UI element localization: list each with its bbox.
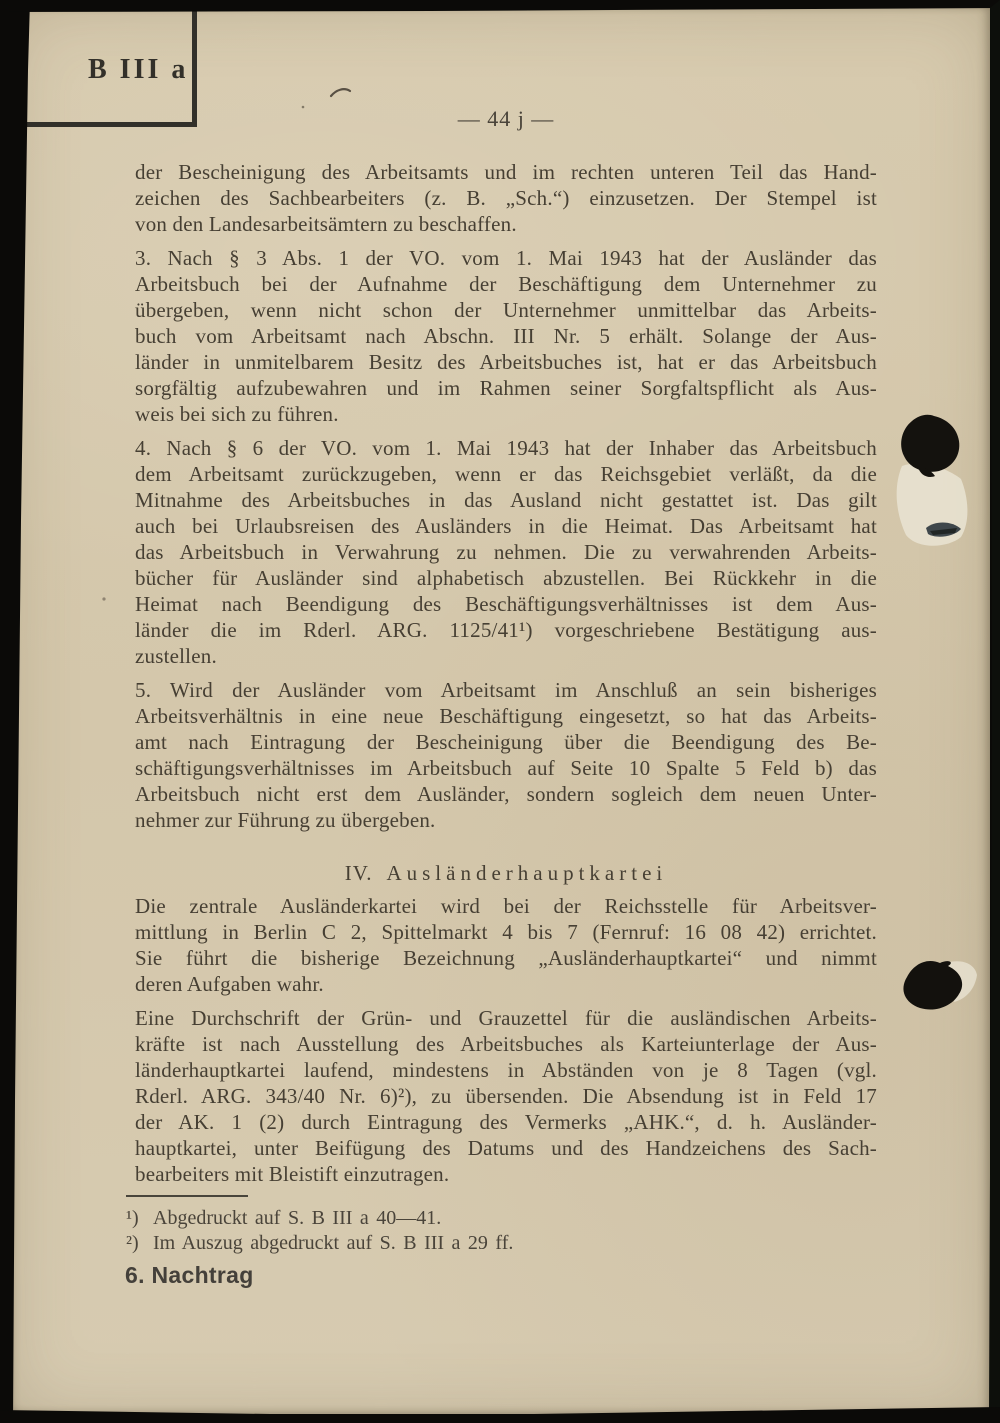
section-heading-number: IV. bbox=[344, 861, 373, 885]
text-line: deren Aufgaben wahr. bbox=[135, 972, 324, 996]
text-line: 4. Nach § 6 der VO. vom 1. Mai 1943 hat der Inhaber das Arbeitsbuch bbox=[135, 436, 877, 460]
text-line: dem Arbeitsamt zurückzugeben, wenn er das Reichsgebiet verläßt, da die bbox=[135, 462, 877, 486]
footnote-text: Im Auszug abgedruckt auf S. B III a 29 ff. bbox=[153, 1232, 514, 1254]
paper-sheet bbox=[10, 6, 990, 1414]
text-line: auch bei Urlaubsreisen des Ausländers in die Heimat. Das Arbeitsamt hat bbox=[135, 514, 877, 538]
text-line: zustellen. bbox=[135, 644, 217, 668]
paragraph bbox=[135, 677, 877, 833]
text-line: mittlung in Berlin C 2, Spittelmarkt 4 bis 7 (Fernruf: 16 08 42) errichtet. bbox=[135, 920, 877, 944]
text-line: bücher für Ausländer sind alphabetisch abzustellen. Bei Rückkehr in die bbox=[135, 566, 877, 590]
paragraph bbox=[135, 245, 877, 427]
paragraph bbox=[135, 893, 877, 997]
text-line: schäftigungsverhältnisses im Arbeitsbuch auf Seite 10 Spalte 5 Feld b) das bbox=[135, 756, 877, 780]
text-line: länderhauptkartei laufend, mindestens in Abständen von je 8 Tagen (vgl. bbox=[135, 1058, 877, 1082]
text-line: Die zentrale Ausländerkartei wird bei der Reichsstelle für Arbeitsver- bbox=[135, 894, 877, 918]
text-line: das Arbeitsbuch in Verwahrung zu nehmen. Die zu verwahrenden Arbeits- bbox=[135, 540, 877, 564]
footnote-marker: ²) bbox=[126, 1232, 139, 1254]
footnote-rule bbox=[126, 1195, 248, 1197]
footnote-marker: ¹) bbox=[126, 1207, 139, 1229]
text-line: Arbeitsbuch bei der Aufnahme der Beschäftigung dem Unternehmer zu bbox=[135, 272, 877, 296]
text-line: Heimat nach Beendigung des Beschäftigungsverhältnisses ist dem Aus- bbox=[135, 592, 877, 616]
text-line: amt nach Eintragung der Bescheinigung über die Beendigung des Be- bbox=[135, 730, 877, 754]
text-line: bearbeiters mit Bleistift einzutragen. bbox=[135, 1162, 450, 1186]
page-number: — 44 j — bbox=[457, 106, 555, 131]
text-line: von den Landesarbeitsämtern zu beschaffen. bbox=[135, 212, 517, 236]
text-line: länder die im Rderl. ARG. 1125/41¹) vorgeschriebene Bestätigung aus- bbox=[135, 618, 877, 642]
footnote-2 bbox=[126, 1231, 766, 1256]
text-line: nehmer zur Führung zu übergeben. bbox=[135, 808, 436, 832]
paragraph bbox=[135, 435, 877, 669]
text-line: Sie führt die bisherige Bezeichnung „Ausländerhauptkartei“ und nimmt bbox=[135, 946, 877, 970]
paragraph bbox=[135, 1005, 877, 1187]
text-line: weis bei sich zu führen. bbox=[135, 402, 339, 426]
footnotes bbox=[126, 1195, 766, 1256]
text-line: der AK. 1 (2) durch Eintragung des Vermerks „AHK.“, d. h. Ausländer- bbox=[135, 1110, 877, 1134]
text-column bbox=[135, 159, 877, 1195]
text-line: Mitnahme des Arbeitsbuches in das Ausland nicht gestattet ist. Das gilt bbox=[135, 488, 877, 512]
paragraph bbox=[135, 159, 877, 237]
text-line: länder in unmitelbarem Besitz des Arbeitsbuches ist, hat er das Arbeitsbuch bbox=[135, 350, 877, 374]
section-heading-title: Ausländerhauptkartei bbox=[386, 861, 668, 885]
text-line: Eine Durchschrift der Grün- und Grauzettel für die ausländischen Arbeits- bbox=[135, 1006, 877, 1030]
text-line: der Bescheinigung des Arbeitsamts und im rechten unteren Teil das Hand- bbox=[135, 160, 877, 184]
classification-label: B III a bbox=[88, 54, 189, 85]
text-line: sorgfältig aufzubewahren und im Rahmen seiner Sorgfaltspflicht als Aus- bbox=[135, 376, 877, 400]
footnote-1 bbox=[126, 1206, 766, 1231]
text-line: zeichen des Sachbearbeiters (z. B. „Sch.“) einzusetzen. Der Stempel ist bbox=[135, 186, 877, 210]
text-line: buch vom Arbeitsamt nach Abschn. III Nr. 5 erhält. Solange der Aus- bbox=[135, 324, 877, 348]
text-line: 3. Nach § 3 Abs. 1 der VO. vom 1. Mai 1943 hat der Ausländer das bbox=[135, 246, 877, 270]
text-line: Arbeitsverhältnis in eine neue Beschäftigung eingesetzt, so hat das Arbeits- bbox=[135, 704, 877, 728]
text-line: 5. Wird der Ausländer vom Arbeitsamt im Anschluß an sein bisheriges bbox=[135, 678, 877, 702]
text-line: hauptkartei, unter Beifügung des Datums und des Handzeichens des Sach- bbox=[135, 1136, 877, 1160]
text-line: Rderl. ARG. 343/40 Nr. 6)²), zu übersenden. Die Absendung ist in Feld 17 bbox=[135, 1084, 877, 1108]
text-line: kräfte ist nach Ausstellung des Arbeitsbuches als Karteiunterlage der Aus- bbox=[135, 1032, 877, 1056]
footnote-text: Abgedruckt auf S. B III a 40—41. bbox=[153, 1207, 442, 1229]
edition-label: 6. Nachtrag bbox=[125, 1262, 254, 1288]
text-line: übergeben, wenn nicht schon der Unternehmer unmittelbar das Arbeits- bbox=[135, 298, 877, 322]
scan-edge-right bbox=[989, 0, 1000, 1423]
section-heading bbox=[135, 859, 877, 887]
text-line: Arbeitsbuch nicht erst dem Ausländer, sondern sogleich dem neuen Unter- bbox=[135, 782, 877, 806]
